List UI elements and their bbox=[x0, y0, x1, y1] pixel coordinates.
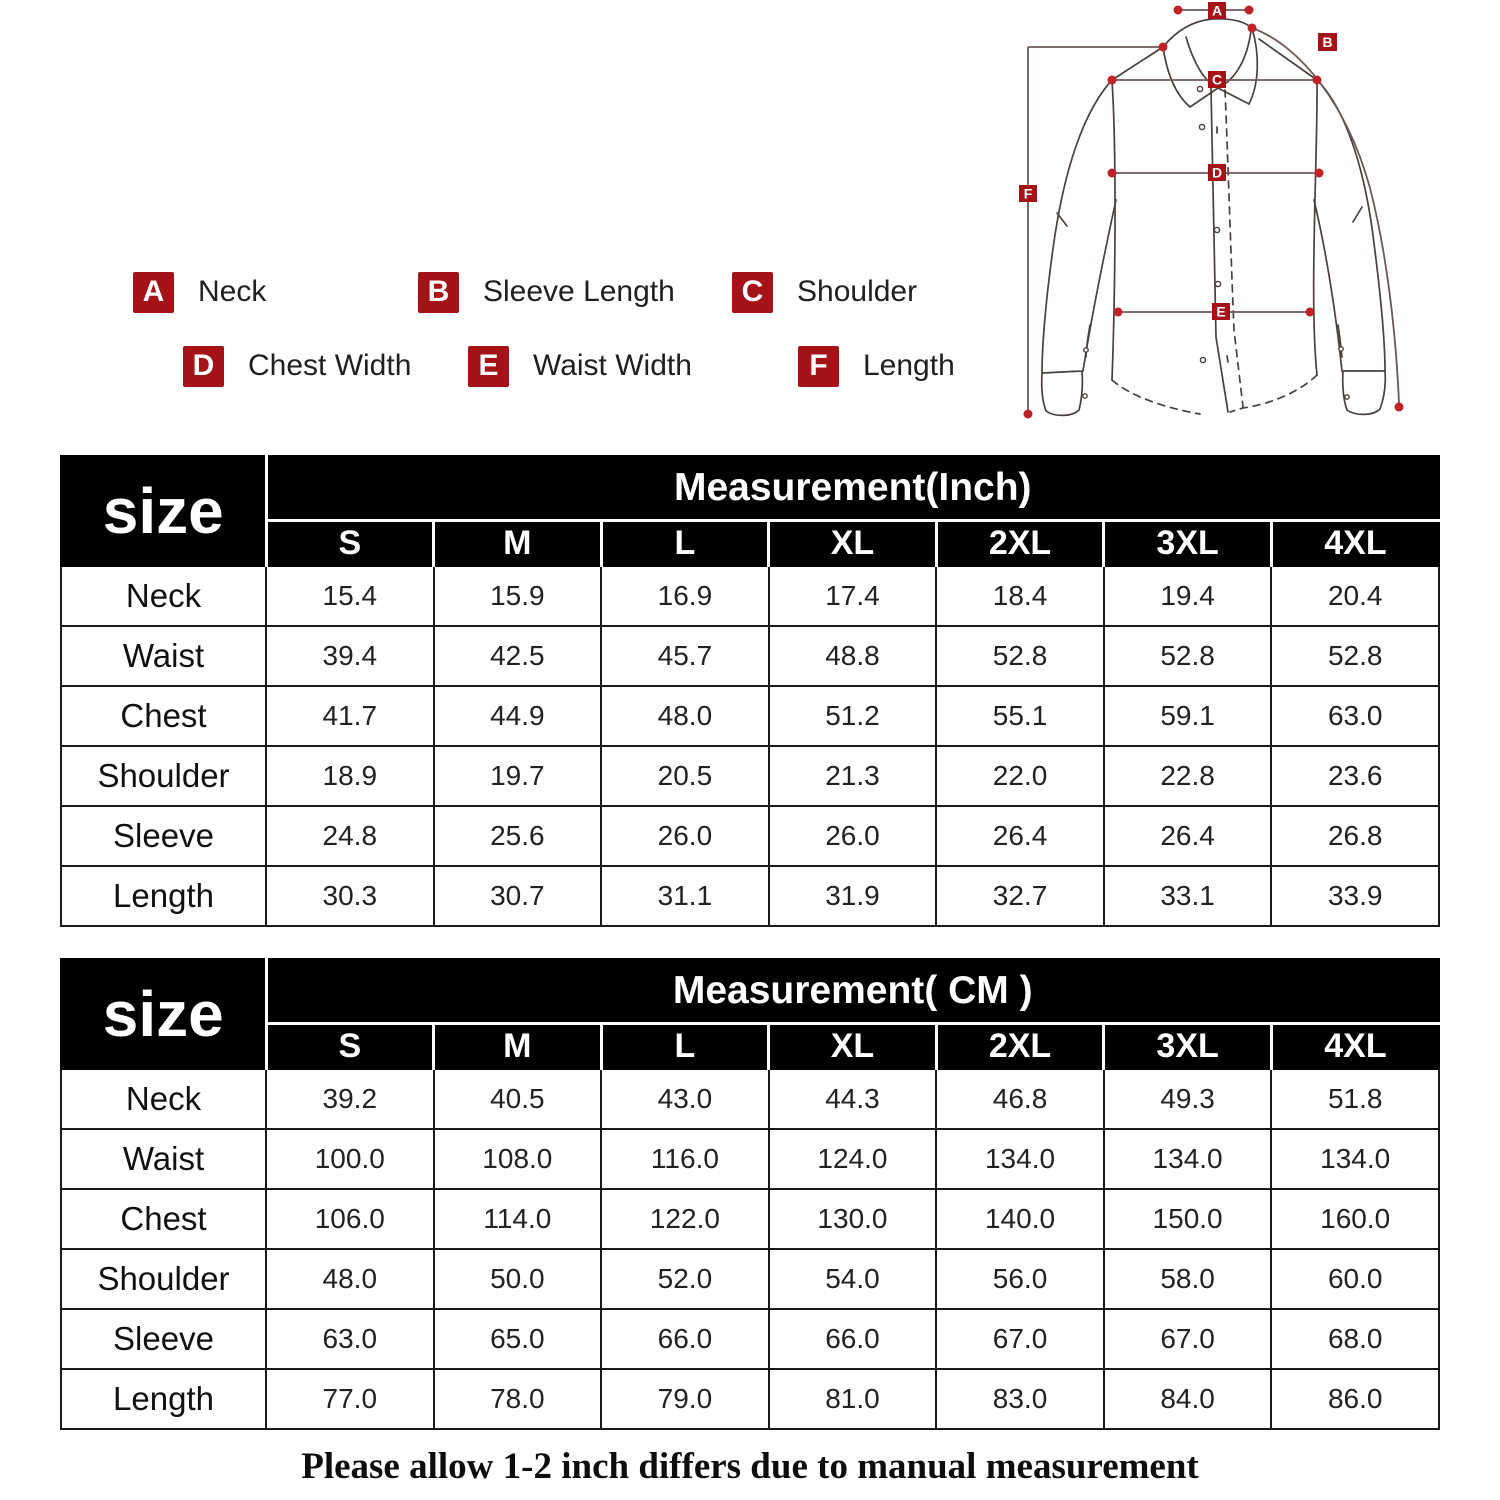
cell-value: 134.0 bbox=[936, 1129, 1104, 1189]
table-title-row bbox=[61, 456, 1439, 520]
legend-item-neck bbox=[133, 271, 266, 313]
legend-label-length: Length bbox=[863, 349, 955, 382]
cell-value: 78.0 bbox=[434, 1369, 602, 1429]
cell-value: 48.8 bbox=[769, 626, 937, 686]
legend-label-chest-width: Chest Width bbox=[248, 349, 412, 382]
cell-value: 33.1 bbox=[1104, 866, 1272, 926]
cell-value: 130.0 bbox=[769, 1189, 937, 1249]
size-corner-label: size bbox=[61, 456, 266, 566]
cell-value: 52.8 bbox=[936, 626, 1104, 686]
legend-label-shoulder: Shoulder bbox=[797, 275, 918, 308]
marker-badge-d: D bbox=[183, 346, 224, 387]
cell-value: 18.9 bbox=[266, 746, 434, 806]
cell-value: 51.8 bbox=[1271, 1069, 1439, 1129]
cell-value: 150.0 bbox=[1104, 1189, 1272, 1249]
cell-value: 49.3 bbox=[1104, 1069, 1272, 1129]
measure-line-neck-a bbox=[1174, 2, 1254, 19]
cell-value: 52.0 bbox=[601, 1249, 769, 1309]
legend-label-waist-width: Waist Width bbox=[533, 349, 692, 382]
cell-value: 79.0 bbox=[601, 1369, 769, 1429]
cell-value: 22.8 bbox=[1104, 746, 1272, 806]
cell-value: 32.7 bbox=[936, 866, 1104, 926]
row-label: Waist bbox=[61, 1129, 266, 1189]
cell-value: 124.0 bbox=[769, 1129, 937, 1189]
cell-value: 56.0 bbox=[936, 1249, 1104, 1309]
cell-value: 67.0 bbox=[936, 1309, 1104, 1369]
marker-badge-c: C bbox=[732, 272, 773, 313]
cell-value: 15.4 bbox=[266, 566, 434, 626]
cell-value: 24.8 bbox=[266, 806, 434, 866]
column-header-4xl: 4XL bbox=[1271, 1023, 1439, 1069]
row-label: Neck bbox=[61, 566, 266, 626]
size-table-cm bbox=[60, 958, 1440, 1430]
svg-text:B: B bbox=[1322, 34, 1333, 50]
table-row-length bbox=[61, 866, 1439, 926]
cell-value: 46.8 bbox=[936, 1069, 1104, 1129]
cell-value: 60.0 bbox=[1271, 1249, 1439, 1309]
cell-value: 26.8 bbox=[1271, 806, 1439, 866]
table-row-neck bbox=[61, 566, 1439, 626]
cell-value: 45.7 bbox=[601, 626, 769, 686]
measure-line-chest-d bbox=[1108, 164, 1324, 181]
cell-value: 68.0 bbox=[1271, 1309, 1439, 1369]
cell-value: 31.1 bbox=[601, 866, 769, 926]
row-label: Neck bbox=[61, 1069, 266, 1129]
cell-value: 43.0 bbox=[601, 1069, 769, 1129]
cell-value: 122.0 bbox=[601, 1189, 769, 1249]
cell-value: 42.5 bbox=[434, 626, 602, 686]
legend-item-length bbox=[798, 345, 955, 387]
column-header-l: L bbox=[601, 1023, 769, 1069]
cell-value: 63.0 bbox=[266, 1309, 434, 1369]
legend-item-chest-width bbox=[183, 345, 411, 387]
cell-value: 140.0 bbox=[936, 1189, 1104, 1249]
column-header-s: S bbox=[266, 520, 434, 566]
cell-value: 66.0 bbox=[769, 1309, 937, 1369]
marker-badge-e: E bbox=[468, 346, 509, 387]
measurement-disclaimer: Please allow 1-2 inch differs due to manual measurement bbox=[301, 1446, 1199, 1487]
cell-value: 44.9 bbox=[434, 686, 602, 746]
marker-badge-f: F bbox=[798, 346, 839, 387]
cell-value: 40.5 bbox=[434, 1069, 602, 1129]
row-label: Shoulder bbox=[61, 1249, 266, 1309]
cell-value: 100.0 bbox=[266, 1129, 434, 1189]
cell-value: 52.8 bbox=[1271, 626, 1439, 686]
cell-value: 65.0 bbox=[434, 1309, 602, 1369]
column-header-m: M bbox=[434, 520, 602, 566]
row-label: Shoulder bbox=[61, 746, 266, 806]
cell-value: 21.3 bbox=[769, 746, 937, 806]
size-table-inch bbox=[60, 455, 1440, 927]
size-header-row bbox=[61, 520, 1439, 566]
row-label: Chest bbox=[61, 1189, 266, 1249]
cell-value: 26.0 bbox=[601, 806, 769, 866]
measure-line-waist-e bbox=[1114, 303, 1315, 320]
svg-text:E: E bbox=[1216, 303, 1226, 320]
row-label: Chest bbox=[61, 686, 266, 746]
cell-value: 48.0 bbox=[601, 686, 769, 746]
cell-value: 22.0 bbox=[936, 746, 1104, 806]
measure-line-shoulder-c bbox=[1108, 71, 1322, 88]
cell-value: 26.4 bbox=[1104, 806, 1272, 866]
svg-text:F: F bbox=[1023, 185, 1033, 202]
cell-value: 18.4 bbox=[936, 566, 1104, 626]
cell-value: 106.0 bbox=[266, 1189, 434, 1249]
row-label: Sleeve bbox=[61, 1309, 266, 1369]
table-row-sleeve bbox=[61, 1309, 1439, 1369]
cell-value: 59.1 bbox=[1104, 686, 1272, 746]
cell-value: 30.7 bbox=[434, 866, 602, 926]
cell-value: 15.9 bbox=[434, 566, 602, 626]
cell-value: 20.5 bbox=[601, 746, 769, 806]
cell-value: 63.0 bbox=[1271, 686, 1439, 746]
cell-value: 30.3 bbox=[266, 866, 434, 926]
table-row-length bbox=[61, 1369, 1439, 1429]
column-header-m: M bbox=[434, 1023, 602, 1069]
row-label: Waist bbox=[61, 626, 266, 686]
cell-value: 58.0 bbox=[1104, 1249, 1272, 1309]
cell-value: 160.0 bbox=[1271, 1189, 1439, 1249]
cell-value: 33.9 bbox=[1271, 866, 1439, 926]
marker-badge-b: B bbox=[418, 272, 459, 313]
row-label: Sleeve bbox=[61, 806, 266, 866]
table-row-waist bbox=[61, 626, 1439, 686]
column-header-4xl: 4XL bbox=[1271, 520, 1439, 566]
cell-value: 83.0 bbox=[936, 1369, 1104, 1429]
cell-value: 17.4 bbox=[769, 566, 937, 626]
cell-value: 19.7 bbox=[434, 746, 602, 806]
cell-value: 114.0 bbox=[434, 1189, 602, 1249]
column-header-s: S bbox=[266, 1023, 434, 1069]
legend-item-waist-width bbox=[468, 345, 692, 387]
row-label: Length bbox=[61, 866, 266, 926]
size-header-row bbox=[61, 1023, 1439, 1069]
svg-text:D: D bbox=[1211, 164, 1223, 181]
column-header-l: L bbox=[601, 520, 769, 566]
table-title: Measurement( CM ) bbox=[266, 959, 1439, 1023]
shirt-measurement-diagram bbox=[980, 0, 1500, 440]
table-row-shoulder bbox=[61, 746, 1439, 806]
cell-value: 26.4 bbox=[936, 806, 1104, 866]
column-header-3xl: 3XL bbox=[1104, 520, 1272, 566]
cell-value: 52.8 bbox=[1104, 626, 1272, 686]
legend-item-shoulder bbox=[732, 271, 917, 313]
row-label: Length bbox=[61, 1369, 266, 1429]
cell-value: 67.0 bbox=[1104, 1309, 1272, 1369]
cell-value: 55.1 bbox=[936, 686, 1104, 746]
cell-value: 116.0 bbox=[601, 1129, 769, 1189]
svg-text:C: C bbox=[1211, 71, 1223, 88]
column-header-xl: XL bbox=[769, 520, 937, 566]
cell-value: 48.0 bbox=[266, 1249, 434, 1309]
cell-value: 31.9 bbox=[769, 866, 937, 926]
cell-value: 23.6 bbox=[1271, 746, 1439, 806]
legend-label-sleeve-length: Sleeve Length bbox=[483, 275, 675, 308]
cell-value: 20.4 bbox=[1271, 566, 1439, 626]
svg-text:A: A bbox=[1211, 2, 1223, 19]
cell-value: 44.3 bbox=[769, 1069, 937, 1129]
legend-label-neck: Neck bbox=[198, 275, 267, 308]
cell-value: 39.4 bbox=[266, 626, 434, 686]
cell-value: 108.0 bbox=[434, 1129, 602, 1189]
cell-value: 41.7 bbox=[266, 686, 434, 746]
table-row-shoulder bbox=[61, 1249, 1439, 1309]
cell-value: 86.0 bbox=[1271, 1369, 1439, 1429]
cell-value: 50.0 bbox=[434, 1249, 602, 1309]
cell-value: 16.9 bbox=[601, 566, 769, 626]
cell-value: 54.0 bbox=[769, 1249, 937, 1309]
table-row-neck bbox=[61, 1069, 1439, 1129]
cell-value: 81.0 bbox=[769, 1369, 937, 1429]
column-header-xl: XL bbox=[769, 1023, 937, 1069]
cell-value: 84.0 bbox=[1104, 1369, 1272, 1429]
cell-value: 26.0 bbox=[769, 806, 937, 866]
size-corner-label: size bbox=[61, 959, 266, 1069]
marker-badge-a: A bbox=[133, 272, 174, 313]
column-header-2xl: 2XL bbox=[936, 1023, 1104, 1069]
cell-value: 51.2 bbox=[769, 686, 937, 746]
measure-line-sleeve-b bbox=[1248, 24, 1404, 412]
table-row-sleeve bbox=[61, 806, 1439, 866]
cell-value: 19.4 bbox=[1104, 566, 1272, 626]
legend-item-sleeve-length bbox=[418, 271, 675, 313]
table-row-chest bbox=[61, 1189, 1439, 1249]
cell-value: 39.2 bbox=[266, 1069, 434, 1129]
column-header-3xl: 3XL bbox=[1104, 1023, 1272, 1069]
table-row-waist bbox=[61, 1129, 1439, 1189]
cell-value: 25.6 bbox=[434, 806, 602, 866]
cell-value: 134.0 bbox=[1104, 1129, 1272, 1189]
table-title: Measurement(Inch) bbox=[266, 456, 1439, 520]
table-title-row bbox=[61, 959, 1439, 1023]
table-row-chest bbox=[61, 686, 1439, 746]
column-header-2xl: 2XL bbox=[936, 520, 1104, 566]
cell-value: 66.0 bbox=[601, 1309, 769, 1369]
cell-value: 77.0 bbox=[266, 1369, 434, 1429]
measure-line-length-f bbox=[1019, 43, 1168, 419]
cell-value: 134.0 bbox=[1271, 1129, 1439, 1189]
